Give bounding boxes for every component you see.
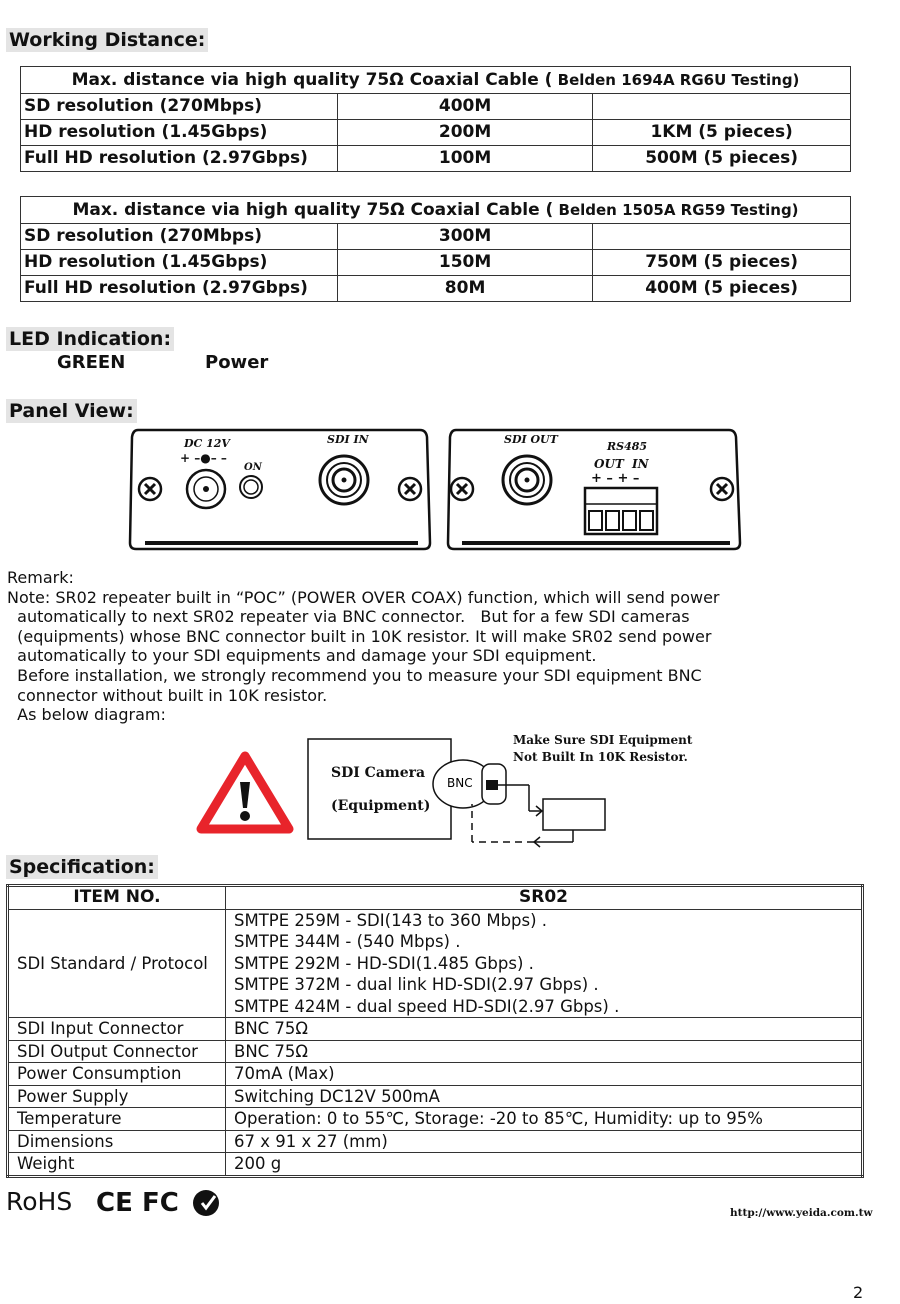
resistor-note: Make Sure SDI Equipment — [513, 733, 693, 747]
left-panel-outline — [130, 430, 430, 549]
rohs-logo: RoHS — [6, 1187, 73, 1216]
camera-label: SDI Camera — [331, 765, 426, 781]
led-indication-heading: LED Indication: — [6, 327, 174, 351]
warning-icon — [201, 756, 289, 829]
table-row: Dimensions 67 x 91 x 27 (mm) — [8, 1130, 863, 1153]
footer-url[interactable]: http://www.yeida.com.tw — [730, 1207, 873, 1219]
ce-logo: CE — [96, 1188, 133, 1218]
rs485-out-label: OUT — [594, 457, 624, 471]
table-row: SD resolution (270Mbps) 400M — [21, 94, 851, 120]
screw-icon — [711, 478, 733, 500]
screw-icon — [139, 478, 161, 500]
dc-label: DC 12V — [184, 437, 230, 450]
dc-polarity: + –●– – — [180, 451, 227, 465]
resistor-note-2: Not Built In 10K Resistor. — [513, 750, 688, 764]
table-row: SD resolution (270Mbps) 300M — [21, 224, 851, 250]
distance-table-title: Max. distance via high quality 75Ω Coaxial Cable ( Belden 1505A RG59 Testing) — [21, 197, 851, 224]
table-row: Power Consumption 70mA (Max) — [8, 1063, 863, 1086]
terminal-block-icon — [585, 488, 657, 534]
table-header: ITEM NO. SR02 — [8, 886, 863, 910]
bnc-plug-icon — [433, 760, 506, 808]
camera-sublabel: (Equipment) — [331, 798, 431, 814]
on-label: ON — [244, 462, 262, 473]
meter-box — [543, 799, 605, 830]
remark-text: Remark: Note: SR02 repeater built in “POC” (POWER OVER COAX) function, which will send power automatically to next SR02 repeater via BNC connector. But for a few SDI cameras (equipments) whose BNC connector built in 10K resistor. It will make SR02 send power automatically to your SDI equipments and damage your SDI equipment. Before installation, we strongly recommend you to measure your SDI equipment BNC connector without built in 10K resistor. As below diagram: — [7, 568, 720, 725]
table-row: Power Supply Switching DC12V 500mA — [8, 1085, 863, 1108]
screw-icon — [399, 478, 421, 500]
sdi-in-label: SDI IN — [327, 433, 369, 446]
table-row: Full HD resolution (2.97Gbps) 100M 500M (5 pieces) — [21, 146, 851, 172]
table-row: HD resolution (1.45Gbps) 150M 750M (5 pieces) — [21, 250, 851, 276]
distance-table-rg6u — [20, 66, 851, 172]
rs485-in-label: IN — [632, 457, 649, 471]
distance-table-rg59 — [20, 196, 851, 302]
bnc-label: BNC — [447, 776, 473, 790]
fc-logo: FC — [142, 1188, 179, 1218]
bnc-connector-icon — [320, 456, 368, 504]
specification-table — [6, 884, 864, 1178]
rs485-label: RS485 — [607, 440, 648, 453]
table-row: Temperature Operation: 0 to 55℃, Storage: -20 to 85℃, Humidity: up to 95% — [8, 1108, 863, 1131]
c-tick-logo — [193, 1190, 219, 1216]
working-distance-heading: Working Distance: — [6, 28, 208, 52]
bnc-connector-icon — [503, 456, 551, 504]
camera-box — [308, 739, 451, 839]
distance-table-title: Max. distance via high quality 75Ω Coaxial Cable ( Belden 1694A RG6U Testing) — [21, 67, 851, 94]
table-row: SDI Output Connector BNC 75Ω — [8, 1040, 863, 1063]
panel-view-heading: Panel View: — [6, 399, 137, 423]
screw-icon — [451, 478, 473, 500]
led-color: GREEN — [57, 352, 126, 373]
table-row: SDI Standard / Protocol SMTPE 259M - SDI(143 to 360 Mbps) . SMTPE 344M - (540 Mbps) . SMTPE 292M - HD-SDI(1.485 Gbps) . SMTPE 372M - dual link HD-SDI(2.97 Gbps) . SMTPE 424M - dual speed HD-SDI(2.97 Gbps) . — [8, 909, 863, 1018]
power-led-icon — [240, 476, 262, 498]
certification-logos — [6, 1186, 226, 1220]
dc-jack-icon — [187, 470, 225, 508]
rs485-polarity: + – + – — [591, 471, 640, 486]
sdi-out-label: SDI OUT — [504, 433, 558, 446]
specification-heading: Specification: — [6, 855, 158, 879]
panel-view-drawing — [0, 425, 900, 553]
table-row: Full HD resolution (2.97Gbps) 80M 400M (5 pieces) — [21, 276, 851, 302]
table-row: HD resolution (1.45Gbps) 200M 1KM (5 pieces) — [21, 120, 851, 146]
led-meaning: Power — [205, 352, 269, 373]
resistor-check-diagram — [0, 728, 900, 850]
page-number: 2 — [853, 1283, 864, 1302]
table-row: SDI Input Connector BNC 75Ω — [8, 1018, 863, 1041]
table-row: Weight 200 g — [8, 1153, 863, 1177]
